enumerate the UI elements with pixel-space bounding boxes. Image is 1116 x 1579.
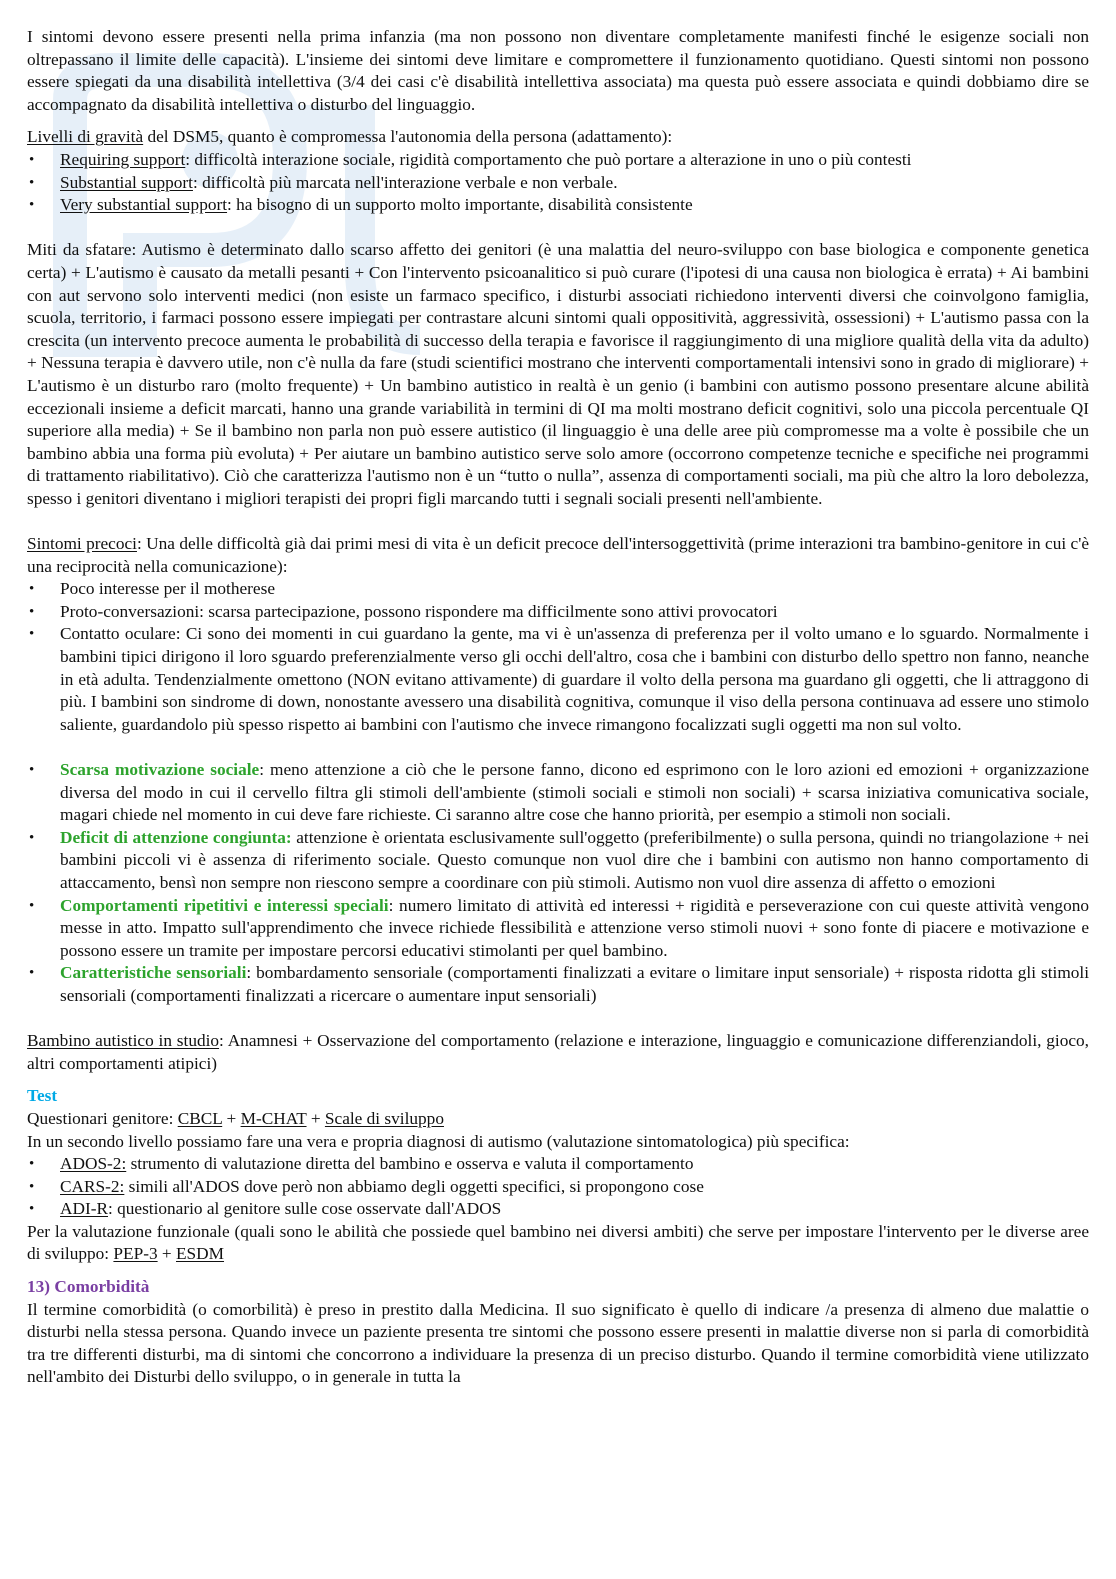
feature-heading: Comportamenti ripetitivi e interessi speciali	[60, 895, 389, 915]
test-heading: Test	[27, 1086, 58, 1106]
functional-line: Per la valutazione funzionale (quali sono le abilità che possiede quel bambino nei diversi ambiti) che serve per impostare l'intervento per le diverse aree di sviluppo: PEP-3 + ESDM	[27, 1221, 1089, 1264]
list-item: • Scarsa motivazione sociale: meno attenzione a ciò che le persone fanno, dicono ed esprimono con le loro azioni ed emozioni + organizzazione diversa del modo in cui il cervello filtra gli stimoli dell'ambiente (stimoli sociali e stimoli non sociali) + scarsa iniziativa comunicativa sociale, magari chiede nel momento in cui deve fare richieste. Ci saranno altre cose che hanno priorità, per esempio a stimoli non sociali.	[29, 760, 1089, 825]
list-item: • Requiring support: difficoltà interazione sociale, rigidità comportamento che può portare a alterazione in uno o più contesti	[27, 149, 1089, 172]
link-pep3: PEP-3	[113, 1244, 158, 1264]
list-item: • Substantial support: difficoltà più marcata nell'interazione verbale e non verbale.	[27, 172, 1089, 195]
bullet-icon: •	[29, 197, 35, 214]
comorbidity-heading: 13) Comorbidità	[27, 1277, 150, 1297]
bullet-icon: •	[29, 626, 35, 643]
comorbidity-paragraph: Il termine comorbidità (o comorbilità) è preso in prestito dalla Medicina. Il suo significato è quello di indicare /a presenza di almeno due malattie o disturbi nella stessa persona. Quando invece un paziente presenta tre sintomi che possono essere presenti in malattie diverse non si parla di comorbidità tra tre differenti disturbi, ma di sintomi che concorrono a individuare la presenza di un preciso disturbo. Quando il termine comorbidità viene utilizzato nell'ambito dei Disturbi dello sviluppo, o in generale in tutta la	[27, 1299, 1089, 1387]
bullet-icon: •	[29, 1178, 35, 1195]
levels-heading-line: Livelli di gravità del DSM5, quanto è compromessa l'autonomia della persona (adattamento):	[27, 127, 673, 147]
bullet-icon: •	[29, 829, 35, 846]
early-symptoms-line: Sintomi precoci: Una delle difficoltà già dai primi mesi di vita è un deficit precoce dell'intersoggettività (prime interazioni tra bambino-genitore in cui c'è una reciprocità nella comunicazione):	[27, 534, 1089, 576]
list-item: • Comportamenti ripetitivi e interessi speciali: numero limitato di attività ed interessi + rigidità e perseverazione con cui queste attività vengono messe in atto. Impatto sull'apprendimento che invece richiede flessibilità e attenzione verso stimoli nuovi + sono fonte di piacere e motivazione e possono essere un tramite per impostare percorsi educativi stimolanti per quel bambino.	[29, 895, 1089, 960]
list-item: • ADI-R: questionario al genitore sulle cose osservate dall'ADOS	[27, 1198, 1089, 1221]
list-item: • ADOS-2: strumento di valutazione diretta del bambino e osserva e valuta il comportamento	[27, 1153, 1089, 1176]
list-item: • Proto-conversazioni: scarsa partecipazione, possono rispondere ma difficilmente sono attivi provocatori	[27, 601, 1089, 624]
bullet-icon: •	[29, 603, 35, 620]
bullet-icon: •	[29, 1201, 35, 1218]
link-cbcl: CBCL	[177, 1108, 223, 1128]
list-item: • Contatto oculare: Ci sono dei momenti in cui guardano la gente, ma vi è un'assenza di preferenza per il volto umano e lo sguardo. Normalmente i bambini tipici dirigono il loro sguardo preferenzialmente verso gli occhi dell'altro, cosa che i bambini con disturbo dello spettro non fanno, neanche in età adulta. Tendenzialmente omettono (NON evitano attivamente) di guardare il volto della persona ma guardano gli oggetti, che li attraggono di più. I bambini son sindrome di down, nonostante avessero una disabilità cognitiva, comunque il viso della persona continuava ad essere uno stimolo saliente, guardandolo più spesso rispetto ai bambini con l'autismo che invece rimangono focalizzati sugli oggetti ma non sul volto.	[29, 624, 1089, 734]
bullet-icon: •	[29, 762, 35, 778]
list-item: • Deficit di attenzione congiunta: attenzione è orientata esclusivamente sull'oggetto (preferibilmente) o sulla persona, quindi no triangolazione + nei bambini piccoli vi è assenza di riferimento sociale. Questo comunque non vuol dire che i bambini con autismo non hanno comportamento di attaccamento, bensì non sempre non riescono sempre a coordinare con più stimoli. Autismo non vuol dire assenza di affetto o emozioni	[29, 827, 1089, 892]
list-item: • Poco interesse per il motherese	[27, 578, 1089, 601]
levels-heading: Livelli di gravità	[27, 127, 144, 147]
feature-heading: Deficit di attenzione congiunta:	[60, 827, 292, 847]
bullet-icon: •	[29, 1156, 35, 1173]
bullet-icon: •	[29, 151, 35, 168]
bullet-icon: •	[29, 581, 35, 598]
list-item: • Very substantial support: ha bisogno di un supporto molto importante, disabilità consistente	[27, 194, 1089, 217]
link-mchat: M-CHAT	[240, 1108, 307, 1128]
feature-heading: Scarsa motivazione sociale	[60, 760, 260, 779]
document-page	[27, 26, 1089, 1389]
second-level-line: In un secondo livello possiamo fare una vera e propria diagnosi di autismo (valutazione sintomatologica) più specifica:	[27, 1131, 850, 1151]
bullet-icon: •	[29, 174, 35, 191]
bullet-icon: •	[29, 897, 35, 914]
features-list	[27, 759, 1089, 1008]
levels-list	[27, 149, 1089, 217]
list-item: • CARS-2: simili all'ADOS dove però non abbiamo degli oggetti specifici, si propongono cose	[27, 1176, 1089, 1199]
study-line: Bambino autistico in studio: Anamnesi + Osservazione del comportamento (relazione e interazione, linguaggio e comunicazione differenziandoli, gioco, altri comportamenti atipici)	[27, 1031, 1089, 1073]
list-item: • Caratteristiche sensoriali: bombardamento sensoriale (comportamenti finalizzati a evitare o limitare input sensoriale) + risposta ridotta gli stimoli sensoriali (comportamenti finalizzati a ricercare o aumentare input sensoriali)	[29, 963, 1089, 1005]
link-esdm: ESDM	[176, 1244, 225, 1264]
early-symptoms-heading: Sintomi precoci	[27, 534, 137, 554]
myths-paragraph: Miti da sfatare: Autismo è determinato dallo scarso affetto dei genitori (è una malattia del neuro-sviluppo con base biologica e componente genetica certa) + L'autismo è causato da metalli pesanti + Con l'intervento psicoanalitico si può curare (l'ipotesi di una causa non biologica è errata) + Ai bambini con aut servono solo interventi medici (non esiste un farmaco specifico, i disturbi associati richiedono interventi diversi che coinvolgono famiglia, scuola, territorio, i farmaci possono essere impiegati per contrastare alcuni sintomi quali oppositività, aggressività, ossessioni) + L'autismo passa con la crescita (un intervento precoce aumenta le probabilità di successo della terapia e favorisce il raggiungimento di una migliore qualità della vita da adulto) + Nessuna terapia è davvero utile, non c'è nulla da fare (studi scientifici mostrano che interventi comportamentali intensivi sono in grado di migliorare) + L'autismo è un disturbo raro (molto frequente) + Un bambino autistico in realtà è un genio (i bambini con autismo possono presentare alcune abilità eccezionali insieme a deficit marcati, hanno una grande variabilità in termini di QI ma molti mostrano deficit cognitivi, solo una piccola percentuale QI superiore alla media) + Se il bambino non parla non può essere autistico (il linguaggio è una delle aree più compromesse ma a volte è possibile che un bambino abbia una forma più evoluta) + Per aiutare un bambino autistico serve solo amore (occorrono competenze tecniche e specifiche nei programmi di trattamento riabilitativo). Ciò che caratterizza l'autismo non è un “tutto o nulla”, assenza di comportamenti sociali, ma più che altro la loro debolezza, spesso i genitori diventano i migliori terapisti dei propri figli marcando tutti i segnali sociali presenti nell'ambiente.	[27, 240, 1089, 508]
link-scale: Scale di sviluppo	[324, 1108, 444, 1128]
feature-heading: Caratteristiche sensoriali	[60, 963, 247, 983]
intro-paragraph: I sintomi devono essere presenti nella prima infanzia (ma non possono non diventare completamente manifesti finché le esigenze sociali non oltrepassano il limite delle capacità). L'insieme dei sintomi deve limitare e compromettere il funzionamento quotidiano. Questi sintomi non possono essere spiegati da una disabilità intellettiva (3/4 dei casi c'è disabilità intellettiva associata) ma questa può essere associata e quindi dobbiamo dire se accompagnato da disabilità intellettiva o disturbo del linguaggio.	[27, 27, 1089, 114]
bullet-icon: •	[29, 965, 35, 982]
study-heading: Bambino autistico in studio	[27, 1031, 220, 1051]
early-symptoms-list	[27, 578, 1089, 736]
questionnaires-line: Questionari genitore: CBCL + M-CHAT + Scale di sviluppo	[27, 1108, 444, 1128]
test-list	[27, 1153, 1089, 1221]
